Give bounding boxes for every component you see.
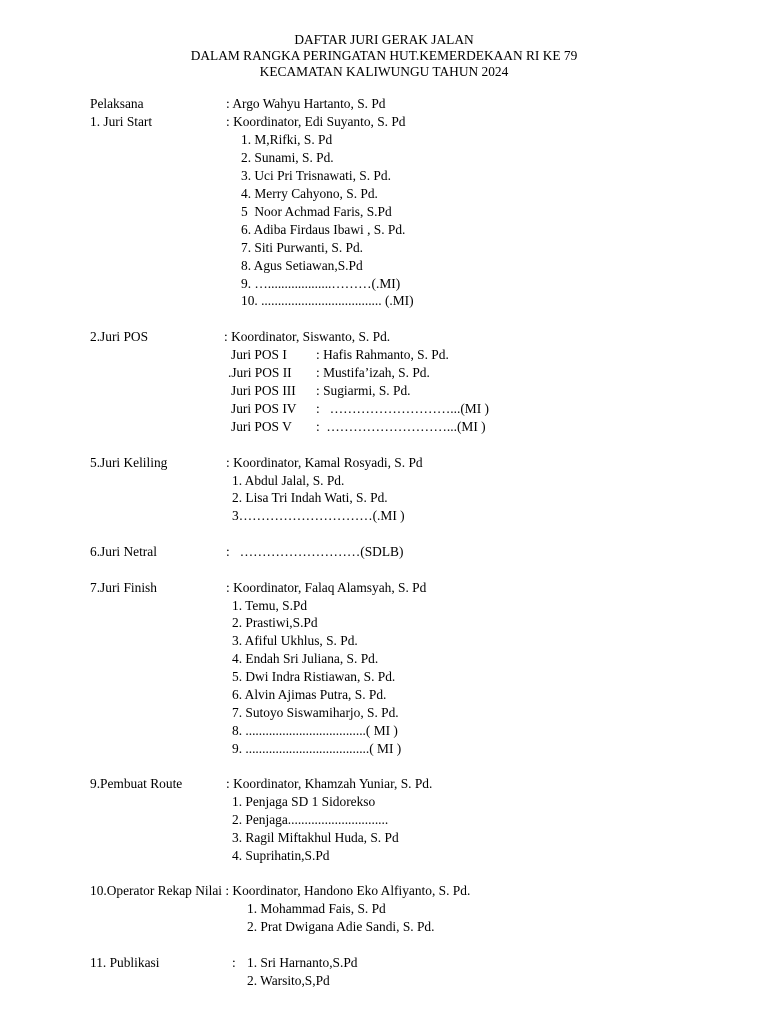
juri-start-member: 1. M,Rifki, S. Pd	[241, 132, 333, 147]
juri-finish-member: 6. Alvin Ajimas Putra, S. Pd.	[232, 687, 387, 702]
juri-start-member: 4. Merry Cahyono, S. Pd.	[241, 186, 378, 201]
juri-netral-value: : ………………………(SDLB)	[226, 544, 404, 559]
pembuat-route-member: 2. Penjaga..............................	[232, 812, 389, 827]
juri-pos-koordinator: : Koordinator, Siswanto, S. Pd.	[224, 329, 391, 344]
juri-finish-member: 9. .....................................( MI )	[232, 741, 402, 756]
juri-start-member: 7. Siti Purwanti, S. Pd.	[241, 240, 364, 255]
document-header	[0, 32, 768, 80]
juri-pos-name: Juri POS V	[231, 419, 292, 434]
juri-pos-value: : Mustifa’izah, S. Pd.	[316, 365, 430, 380]
juri-start-member: 8. Agus Setiawan,S.Pd	[241, 258, 363, 273]
juri-finish-member: 7. Sutoyo Siswamiharjo, S. Pd.	[232, 705, 399, 720]
juri-start-member: 5 Noor Achmad Faris, S.Pd	[241, 204, 392, 219]
juri-pos-name: Juri POS IV	[231, 401, 297, 416]
juri-finish-member: 1. Temu, S.Pd	[232, 598, 308, 613]
operator-rekap-label: 10.Operator Rekap Nilai : Koordinator, Handono Eko Alfiyanto, S. Pd.	[90, 883, 471, 898]
juri-keliling-member: 2. Lisa Tri Indah Wati, S. Pd.	[232, 490, 388, 505]
juri-finish-member: 2. Prastiwi,S.Pd	[232, 615, 318, 630]
juri-start-member: 10. .................................... (.MI)	[241, 293, 414, 308]
pembuat-route-member: 4. Suprihatin,S.Pd	[232, 848, 330, 863]
juri-start-label: 1. Juri Start	[90, 114, 153, 129]
juri-pos-value: : Sugiarmi, S. Pd.	[316, 383, 411, 398]
juri-start-member: 6. Adiba Firdaus Ibawi , S. Pd.	[241, 222, 406, 237]
juri-keliling-label: 5.Juri Keliling	[90, 455, 168, 470]
juri-start-member: 9. …...................………(.MI)	[241, 276, 401, 291]
publikasi-colon: :	[232, 955, 236, 970]
juri-pos-name: Juri POS I	[231, 347, 287, 362]
juri-pos-value: : ………………………...(MI )	[316, 401, 489, 416]
operator-rekap-member: 1. Mohammad Fais, S. Pd	[247, 901, 386, 916]
publikasi-member: 1. Sri Harnanto,S.Pd	[247, 955, 358, 970]
pembuat-route-koordinator: : Koordinator, Khamzah Yuniar, S. Pd.	[226, 776, 433, 791]
juri-netral-label: 6.Juri Netral	[90, 544, 157, 559]
juri-start-koordinator: : Koordinator, Edi Suyanto, S. Pd	[226, 114, 406, 129]
juri-keliling-member: 3…………………………(.MI )	[232, 508, 405, 523]
juri-finish-label: 7.Juri Finish	[90, 580, 157, 595]
juri-keliling-member: 1. Abdul Jalal, S. Pd.	[232, 473, 345, 488]
pelaksana-label: Pelaksana	[90, 96, 144, 111]
publikasi-label: 11. Publikasi	[90, 955, 160, 970]
operator-rekap-member: 2. Prat Dwigana Adie Sandi, S. Pd.	[247, 919, 435, 934]
juri-start-member: 2. Sunami, S. Pd.	[241, 150, 334, 165]
juri-finish-koordinator: : Koordinator, Falaq Alamsyah, S. Pd	[226, 580, 427, 595]
juri-finish-member: 5. Dwi Indra Ristiawan, S. Pd.	[232, 669, 396, 684]
juri-keliling-koordinator: : Koordinator, Kamal Rosyadi, S. Pd	[226, 455, 423, 470]
header-title: DAFTAR JURI GERAK JALAN	[294, 32, 474, 47]
header-subtitle: DALAM RANGKA PERINGATAN HUT.KEMERDEKAAN RI KE 79	[190, 48, 578, 63]
juri-finish-member: 3. Afiful Ukhlus, S. Pd.	[232, 633, 358, 648]
juri-start-member: 3. Uci Pri Trisnawati, S. Pd.	[241, 168, 391, 183]
juri-pos-label: 2.Juri POS	[90, 329, 149, 344]
pelaksana-value: : Argo Wahyu Hartanto, S. Pd	[226, 96, 386, 111]
pembuat-route-member: 3. Ragil Miftakhul Huda, S. Pd	[232, 830, 399, 845]
header-district-year: KECAMATAN KALIWUNGU TAHUN 2024	[259, 64, 509, 79]
juri-pos-name: .Juri POS II	[228, 365, 292, 380]
juri-finish-member: 8. ....................................( MI )	[232, 723, 398, 738]
publikasi-member: 2. Warsito,S,Pd	[247, 973, 330, 988]
pembuat-route-label: 9.Pembuat Route	[90, 776, 183, 791]
juri-pos-value: : ………………………...(MI )	[316, 419, 486, 434]
juri-pos-value: : Hafis Rahmanto, S. Pd.	[316, 347, 449, 362]
juri-pos-name: Juri POS III	[231, 383, 296, 398]
juri-finish-member: 4. Endah Sri Juliana, S. Pd.	[232, 651, 379, 666]
pembuat-route-member: 1. Penjaga SD 1 Sidorekso	[232, 794, 376, 809]
